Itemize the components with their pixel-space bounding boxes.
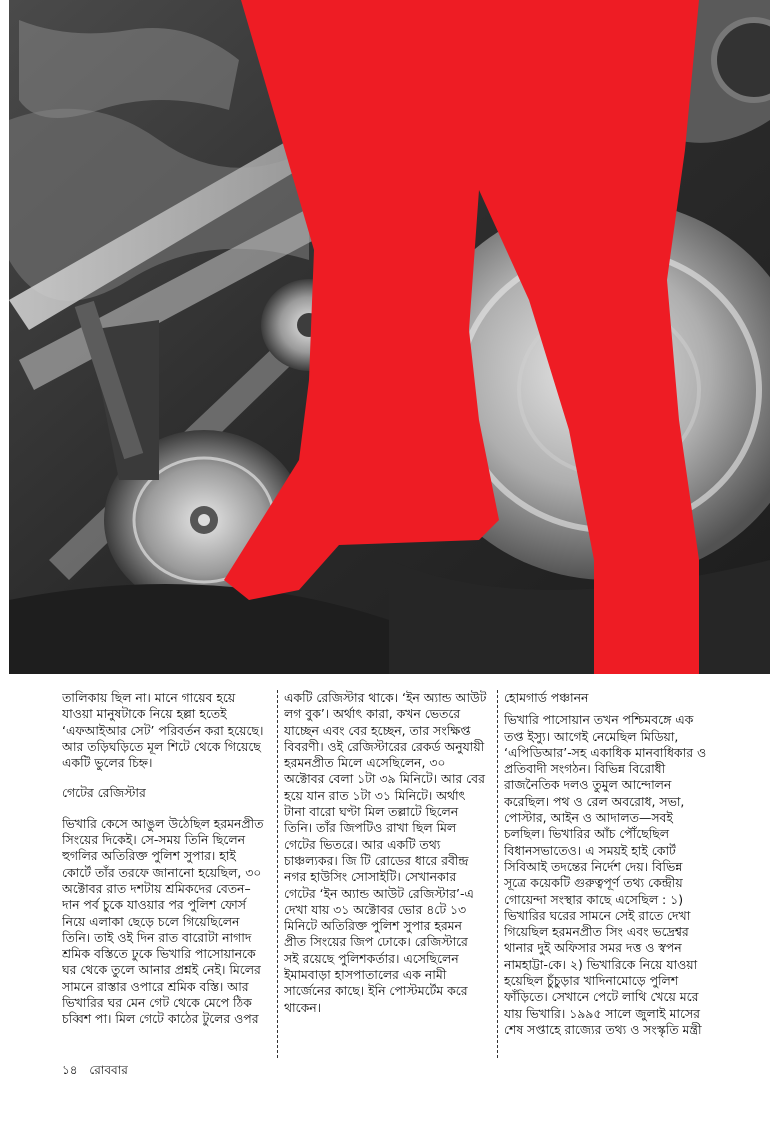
text-line: গোয়েন্দা সংস্থার কাছে এসেছিল : ১) [504,891,684,907]
text-line: টানা বারো ঘণ্টা মিল তল্লাটে ছিলেন [284,804,459,820]
magazine-name: রোববার [89,1063,128,1077]
text-line: একটি রেজিস্টার থাকে। ‘ইন অ্যান্ড আউট [284,690,487,705]
text-line: নিয়ে এলাকা ছেড়ে চলে গিয়েছিলেন [62,913,240,929]
text-line: গেটের ভিতরে। আর একটি তথ্য [284,836,441,852]
text-line: হয়ে যান রাত ১টা ৩১ মিনিটে। অর্থাৎ [284,787,466,803]
text-line: তিনি। তাঁর জিপটিও রাখা ছিল মিল [284,820,457,836]
text-line: মিনিটে অতিরিক্ত পুলিশ সুপার হরমন [284,918,462,934]
text-line: চাঞ্চল্যকর। জি টি রোডের ধারে রবীন্দ্র [284,852,469,868]
text-line: গেটের ‘ইন অ্যান্ড আউট রেজিস্টার’-এ [284,885,474,901]
text-line: সিবিআই তদন্তের নির্দেশ দেয়। বিভিন্ন [504,858,683,874]
text-line: গিয়েছিল হরমনপ্রীত সিং এবং ভদ্রেশ্বর [504,924,689,940]
text-line: সিংয়ের দিকেই। সে-সময় তিনি ছিলেন [62,832,245,848]
column-divider [497,690,498,1058]
text-line: ভিখারি পাসোয়ান তখন পশ্চিমবঙ্গে এক [504,712,694,728]
text-line: হুগলির অতিরিক্ত পুলিশ সুপার। হাই [62,848,236,864]
text-line: থাকেন। [284,999,322,1015]
text-line: ফাঁড়িতে। সেখানে পেটে লাথি খেয়ে মরে [504,989,699,1005]
text-line: করেছিল। পথ ও রেল অবরোধ, সভা, [504,793,685,809]
text-line: যাচ্ছেন এবং বের হচ্ছেন, তার সংক্ষিপ্ত [284,722,471,738]
section-subhead: হোমগার্ড পঞ্চানন [504,690,589,705]
text-line: অক্টোবর রাত দশটায় শ্রমিকদের বেতন– [62,880,251,896]
article-column-1 [62,690,272,1060]
text-line: থানার দুই অফিসার সমর দত্ত ও স্বপন [504,940,682,956]
text-line: প্রীত সিংয়ের জিপ ঢোকে। রেজিস্টারে [284,934,468,950]
page-number: ১৪ [62,1063,78,1077]
text-line: শ্রমিক বস্তিতে ঢুকে ভিখারি পাসোয়ানকে [62,946,256,962]
text-line: যায় ভিখারি। ১৯৯৫ সালে জুলাই মাসের [504,1005,700,1021]
text-line: ইমামবাড়া হাসপাতালের এক নামী [284,967,447,983]
text-line: অক্টোবর বেলা ১টা ৩৯ মিনিটে। আর বের [284,771,485,787]
section-subhead: গেটের রেজিস্টার [62,785,146,801]
text-line: বিধানসভাতেও। এ সময়ই হাই কোর্ট [504,842,676,858]
text-line: লগ বুক’। অর্থাৎ কারা, কখন ভেতরে [284,706,461,722]
text-line: চলছিল। ভিখারির আঁচ পৌঁছেছিল [504,826,670,842]
text-line: চব্বিশ পা। মিল গেটে কাঠের টুলের ওপর [62,1011,259,1027]
text-line: হয়েছিল চুঁচুড়ার খাদিনামোড়ে পুলিশ [504,973,679,989]
text-line: দান পর্ব চুকে যাওয়ার পর পুলিশ ফোর্স [62,897,246,913]
text-line: নগর হাউসিং সোসাইটি। সেখানকার [284,869,457,885]
text-line: বিবরণী। ওই রেজিস্টারের রেকর্ড অনুযায়ী [284,738,485,754]
text-line: সূত্রে কয়েকটি গুরুত্বপূর্ণ তথ্য কেন্দ্রীয় [504,875,683,891]
text-line: তালিকায় ছিল না। মানে গায়েব হয়ে [62,690,236,705]
text-line: দেখা যায় ৩১ অক্টোবর ভোর ৪টে ১৩ [284,901,467,917]
text-line: শেষ সপ্তাহে রাজ্যের তথ্য ও সংস্কৃতি মন্ত্রী [504,1021,702,1037]
text-line: নামহাট্টা-কে। ২) ভিখারিকে নিয়ে যাওয়া [504,956,698,972]
text-line: সার্জেনের কাছে। ইনি পোস্টমর্টেম করে [284,983,468,999]
text-line: যাওয়া মানুষটাকে নিয়ে হল্লা হতেই [62,706,227,722]
text-line: ভিখারি কেসে আঙুল উঠেছিল হরমনপ্রীত [62,815,264,831]
text-line: সই রয়েছে পুলিশকর্তার। এসেছিলেন [284,950,459,966]
text-line: হরমনপ্রীত মিলে এসেছিলেন, ৩০ [284,755,446,771]
text-line: রাজনৈতিক দলও তুমুল আন্দোলন [504,777,672,793]
text-line: ‘এপিডিআর’-সহ একাধিক মানবাধিকার ও [504,744,706,760]
text-line: ভিখারির ঘরের সামনে সেই রাতে দেখা [504,907,691,923]
article-column-3 [504,690,706,1060]
text-line: ‘এফআইআর সেট’ পরিবর্তন করা হয়েছে। [62,722,264,738]
text-line: ঘর থেকে তুলে আনার প্রশ্নই নেই। মিলের [62,962,261,978]
text-line: প্রতিবাদী সংগঠন। বিভিন্ন বিরোধী [504,761,666,777]
page-footer [62,1062,128,1082]
text-line: পোস্টার, আইন ও আদালত—সবই [504,810,673,826]
photo-illustration [9,0,770,674]
column-divider [277,690,278,1058]
text-line: সামনে রাস্তার ওপারে শ্রমিক বস্তি। আর [62,978,249,994]
text-line: তপ্ত ইস্যু। আগেই নেমেছিল মিডিয়া, [504,728,679,744]
text-line: একটি ভুলের চিহ্ন। [62,755,153,771]
text-line: আর তড়িঘড়িতে মূল শিটে থেকে গিয়েছে [62,738,261,754]
factory-machinery-image [9,0,770,674]
text-line: ভিখারির ঘর মেন গেট থেকে মেপে ঠিক [62,995,252,1011]
article-column-2 [284,690,494,1060]
text-line: তিনি। তাই ওই দিন রাত বারোটা নাগাদ [62,929,252,945]
text-line: কোর্টে তাঁর তরফে জানানো হয়েছিল, ৩০ [62,864,262,880]
